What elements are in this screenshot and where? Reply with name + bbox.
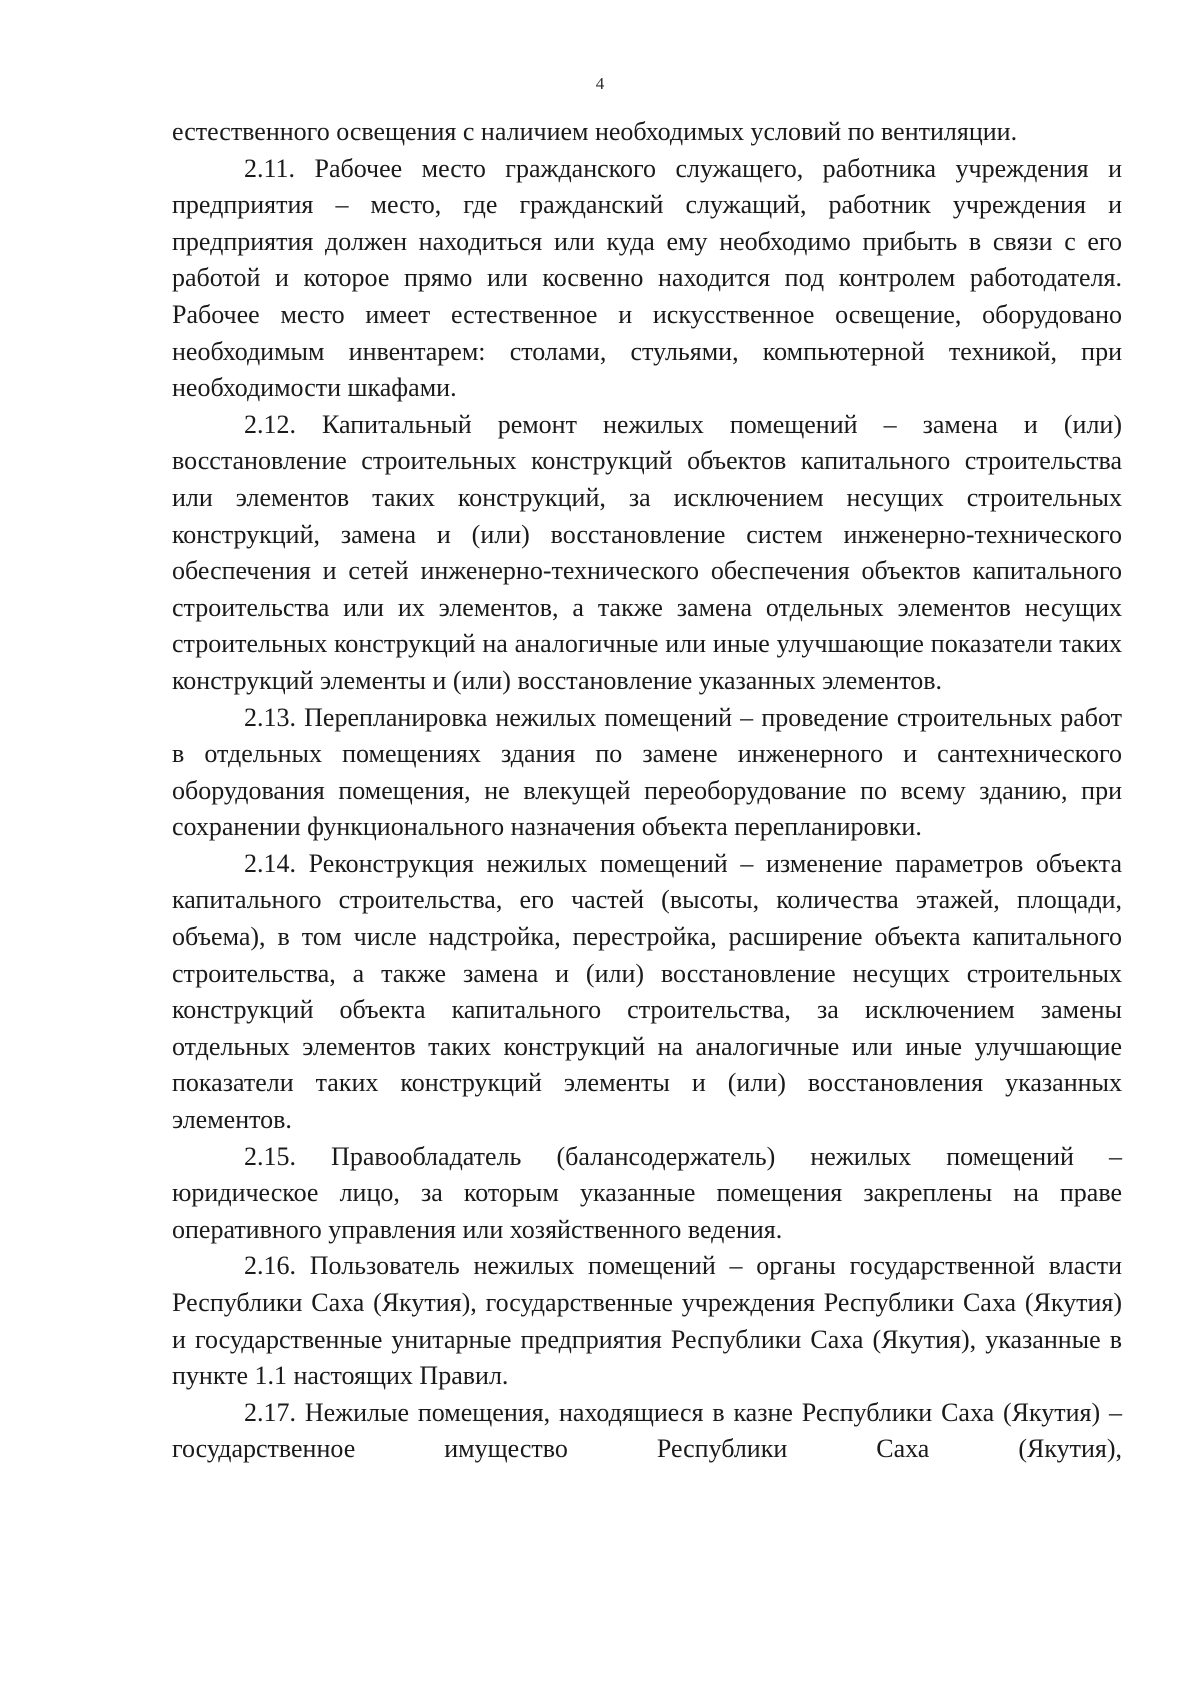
paragraph-2-16: 2.16. Пользователь нежилых помещений – органы государственной власти Республики Саха (Якутия), государственные учреждения Республики Саха (Якутия) и государственные унитарные предприятия Республики Саха (Якутия), указанные в пункте 1.1 настоящих Правил. (172, 1251, 1122, 1391)
page-number: 4 (595, 74, 605, 93)
paragraph-2-15: 2.15. Правообладатель (балансодержатель) нежилых помещений – юридическое лицо, за которым указанные помещения закреплены на праве оперативного управления или хозяйственного ведения. (172, 1141, 1122, 1244)
paragraph-2-17: 2.17. Нежилые помещения, находящиеся в казне Республики Саха (Якутия) – государственное имущество Республики Саха (Якутия), (172, 1397, 1122, 1464)
paragraph-2-13: 2.13. Перепланировка нежилых помещений – проведение строительных работ в отдельных помещениях здания по замене инженерного и сантехнического оборудования помещения, не влекущей переоборудование по всему зданию, при сохранении функционального назначения объекта перепланировки. (172, 702, 1122, 842)
paragraph-2-14: 2.14. Реконструкция нежилых помещений – изменение параметров объекта капитального строительства, его частей (высоты, количества этажей, площади, объема), в том числе надстройка, перестройка, расширение объекта капитального строительства, а также замена и (или) восстановление несущих строительных конструкций объекта капитального строительства, за исключением замены отдельных элементов таких конструкций на аналогичные или иные улучшающие показатели таких конструкций элементы и (или) восстановления указанных элементов. (172, 848, 1122, 1135)
paragraph-2-12: 2.12. Капитальный ремонт нежилых помещений – замена и (или) восстановление строительных конструкций объектов капитального строительства или элементов таких конструкций, за исключением несущих строительных конструкций, замена и (или) восстановление систем инженерно-технического обеспечения и сетей инженерно-технического обеспечения объектов капитального строительства или их элементов, а также замена отдельных элементов несущих строительных конструкций на аналогичные или иные улучшающие показатели таких конструкций элементы и (или) восстановление указанных элементов. (172, 409, 1122, 695)
paragraph-2-11: 2.11. Рабочее место гражданского служащего, работника учреждения и предприятия – место, где гражданский служащий, работник учреждения и предприятия должен находиться или куда ему необходимо прибыть в связи с его работой и которое прямо или косвенно находится под контролем работодателя. Рабочее место имеет естественное и искусственное освещение, оборудовано необходимым инвентарем: столами, стульями, компьютерной техникой, при необходимости шкафами. (172, 153, 1122, 403)
paragraph-continuation: естественного освещения с наличием необходимых условий по вентиляции. (172, 117, 1018, 146)
document-body (172, 114, 1122, 1468)
